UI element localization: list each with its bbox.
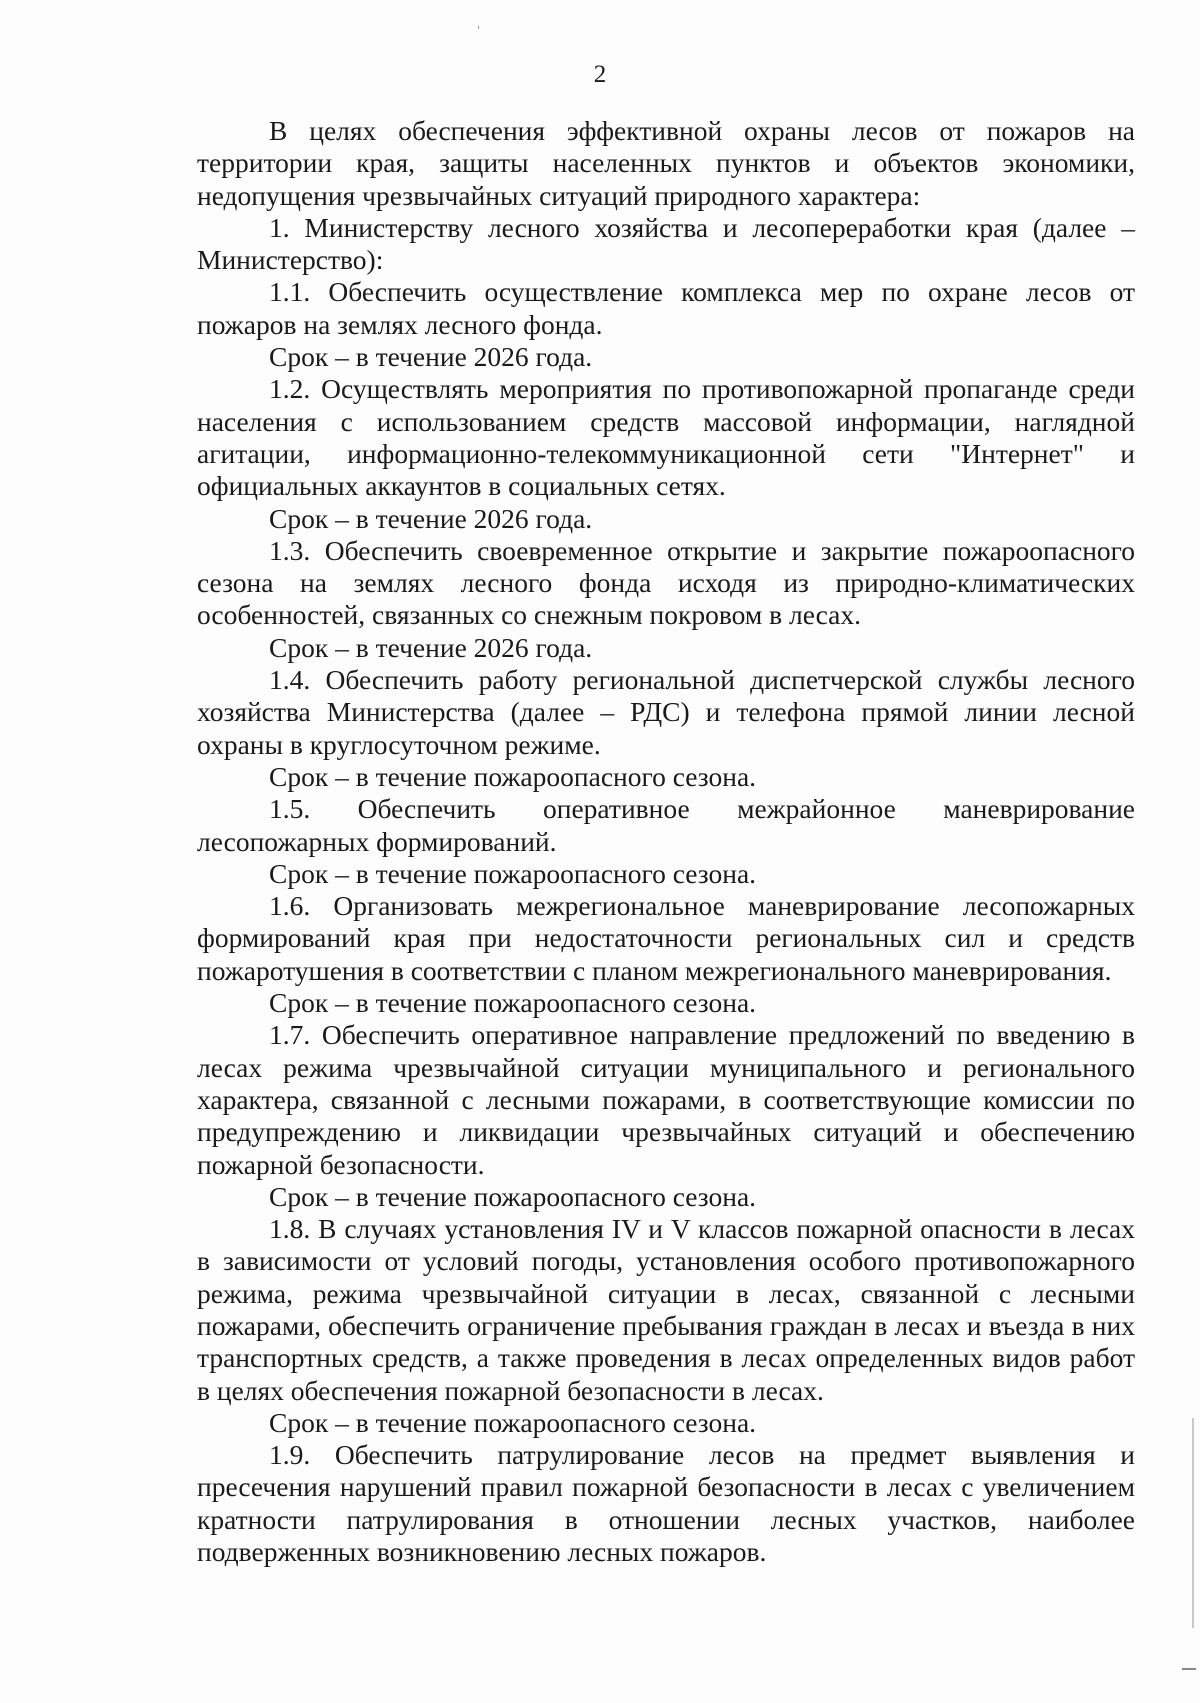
deadline-1-2: Срок – в течение 2026 года. xyxy=(269,502,593,534)
item-1-3: 1.3. Обеспечить своевременное открытие и закрытие пожароопасного сезона на землях лесного фонда исходя из природно-климатических особенностей, связанных со снежным покровом в лесах. xyxy=(197,534,1135,631)
item-1-7: 1.7. Обеспечить оперативное направление предложений по введению в лесах режима чрезвычайной ситуации муниципального и регионального характера, связанной с лесными пожарами, в соответствующие комиссии по предупреждению и ликвидации чрезвычайных ситуаций и обеспечению пожарной безопасности. xyxy=(197,1019,1135,1180)
intro-paragraph: В целях обеспечения эффективной охраны лесов от пожаров на территории края, защиты населенных пунктов и объектов экономики, недопущения чрезвычайных ситуаций природного характера: xyxy=(197,115,1135,211)
item-1-4: 1.4. Обеспечить работу региональной диспетчерской службы лесного хозяйства Министерства (далее – РДС) и телефона прямой линии лесной охраны в круглосуточном режиме. xyxy=(197,664,1135,760)
item-1-5: 1.5. Обеспечить оперативное межрайонное маневрирование лесопожарных формирований. xyxy=(197,793,1135,857)
page-number: 2 xyxy=(593,61,607,88)
deadline-1-6: Срок – в течение пожароопасного сезона. xyxy=(269,987,757,1019)
item-1-6: 1.6. Организовать межрегиональное маневрирование лесопожарных формирований края при недостаточности региональных сил и средств пожаротушения в соответствии с планом межрегионального маневрирования. xyxy=(197,890,1135,986)
item-1-8: 1.8. В случаях установления IV и V классов пожарной опасности в лесах в зависимости от условий погоды, установления особого противопожарного режима, режима чрезвычайной ситуации в лесах, связанной с лесными пожарами, обеспечить ограничение пребывания граждан в лесах и въезда в них транспортных средств, а также проведения в лесах определенных видов работ в целях обеспечения пожарной безопасности в лесах. xyxy=(197,1213,1135,1406)
deadline-1-5: Срок – в течение пожароопасного сезона. xyxy=(269,857,757,889)
item-1-ministry: 1. Министерству лесного хозяйства и лесопереработки края (далее – Министерство): xyxy=(197,211,1135,276)
deadline-1-4: Срок – в течение пожароопасного сезона. xyxy=(269,760,757,792)
deadline-1-3: Срок – в течение 2026 года. xyxy=(269,631,593,663)
item-1-9: 1.9. Обеспечить патрулирование лесов на предмет выявления и пресечения нарушений правил пожарной безопасности в лесах с увеличением кратности патрулирования в отношении лесных участков, наиболее подверженных возникновению лесных пожаров. xyxy=(197,1439,1135,1568)
deadline-1-7: Срок – в течение пожароопасного сезона. xyxy=(269,1180,757,1212)
scan-edge-dash xyxy=(1182,1668,1196,1670)
deadline-1-8: Срок – в течение пожароопасного сезона. xyxy=(269,1406,757,1438)
deadline-1-1: Срок – в течение 2026 года. xyxy=(269,341,593,373)
item-1-1: 1.1. Обеспечить осуществление комплекса мер по охране лесов от пожаров на землях лесного фонда. xyxy=(197,276,1135,340)
scan-speck xyxy=(478,26,479,29)
item-1-2: 1.2. Осуществлять мероприятия по противопожарной пропаганде среди населения с использованием средств массовой информации, наглядной агитации, информационно-телекоммуникационной сети "Интернет" и официальных аккаунтов в социальных сетях. xyxy=(197,373,1135,502)
document-body xyxy=(197,115,1135,1568)
scan-edge-shadow xyxy=(1192,1418,1194,1628)
